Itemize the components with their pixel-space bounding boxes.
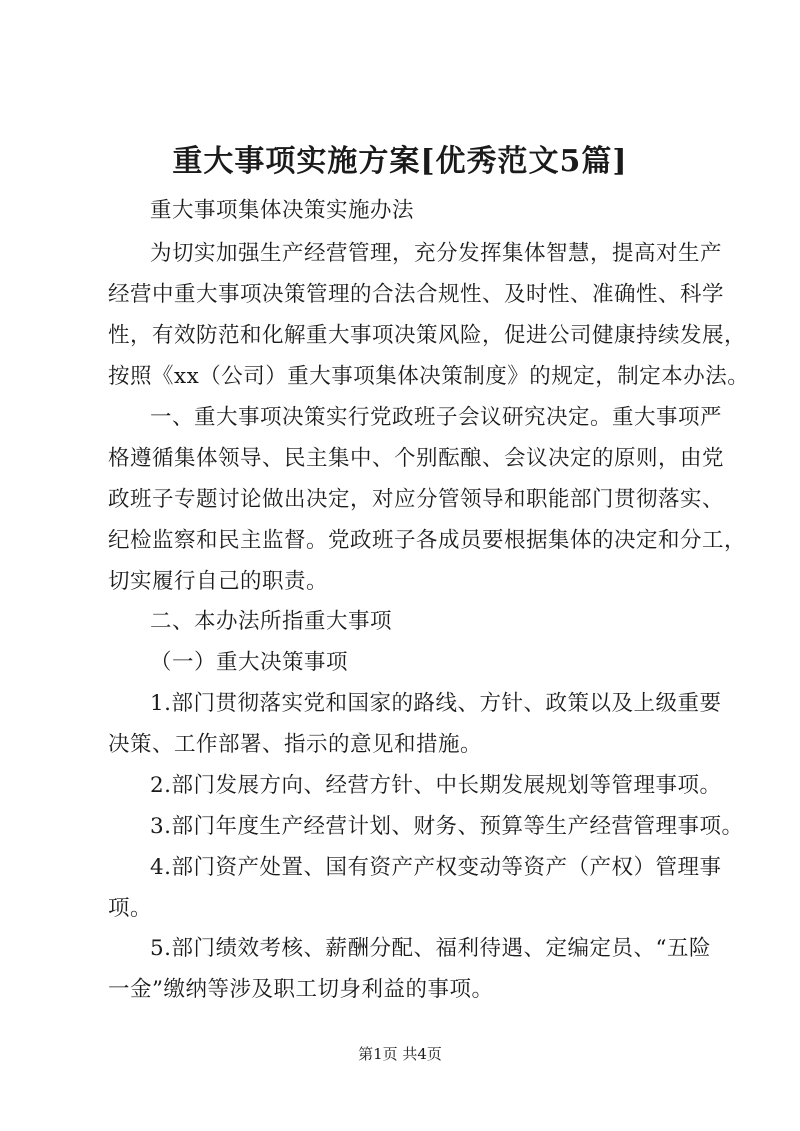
paragraph-line: 为切实加强生产经营管理，充分发挥集体智慧，提高对生产 (150, 241, 723, 266)
document-title: 重大事项实施方案[优秀范文5篇] (172, 144, 628, 179)
paragraph-line: 切实履行自己的职责。 (108, 569, 329, 594)
paragraph-line: 政班子专题讨论做出决定，对应分管领导和职能部门贯彻落实、 (108, 487, 725, 512)
list-item-line: 1.部门贯彻落实党和国家的路线、方针、政策以及上级重要 (150, 691, 722, 716)
list-item-line: 3.部门年度生产经营计划、财务、预算等生产经营管理事项。 (150, 814, 744, 839)
paragraph-line: 一、重大事项决策实行党政班子会议研究决定。重大事项严 (150, 405, 723, 430)
list-item-line: 4.部门资产处置、国有资产产权变动等资产（产权）管理事 (150, 855, 722, 880)
list-item-line: 一金”缴纳等涉及职工切身利益的事项。 (108, 977, 494, 1002)
list-item-line: 决策、工作部署、指示的意见和措施。 (108, 732, 483, 757)
paragraph-line: 性，有效防范和化解重大事项决策风险，促进公司健康持续发展， (108, 323, 747, 348)
list-item-line: 项。 (108, 896, 153, 921)
paragraph-line: 经营中重大事项决策管理的合法合规性、及时性、准确性、科学 (108, 282, 725, 307)
paragraph-line: 纪检监察和民主监督。党政班子各成员要根据集体的决定和分工， (108, 528, 747, 553)
section-heading: 二、本办法所指重大事项 (150, 609, 393, 634)
page-number: 第1页 共4页 (358, 1045, 442, 1063)
list-item-line: 2.部门发展方向、经营方针、中长期发展规划等管理事项。 (150, 773, 722, 798)
paragraph-line: 按照《xx（公司）重大事项集体决策制度》的规定，制定本办法。 (108, 364, 750, 389)
section-heading: 重大事项集体决策实施办法 (150, 198, 415, 223)
paragraph-line: 格遵循集体领导、民主集中、个别酝酿、会议决定的原则，由党 (108, 446, 725, 471)
list-item-line: 5.部门绩效考核、薪酬分配、福利待遇、定编定员、“五险 (150, 936, 712, 961)
subsection-heading: （一）重大决策事项 (150, 650, 349, 675)
